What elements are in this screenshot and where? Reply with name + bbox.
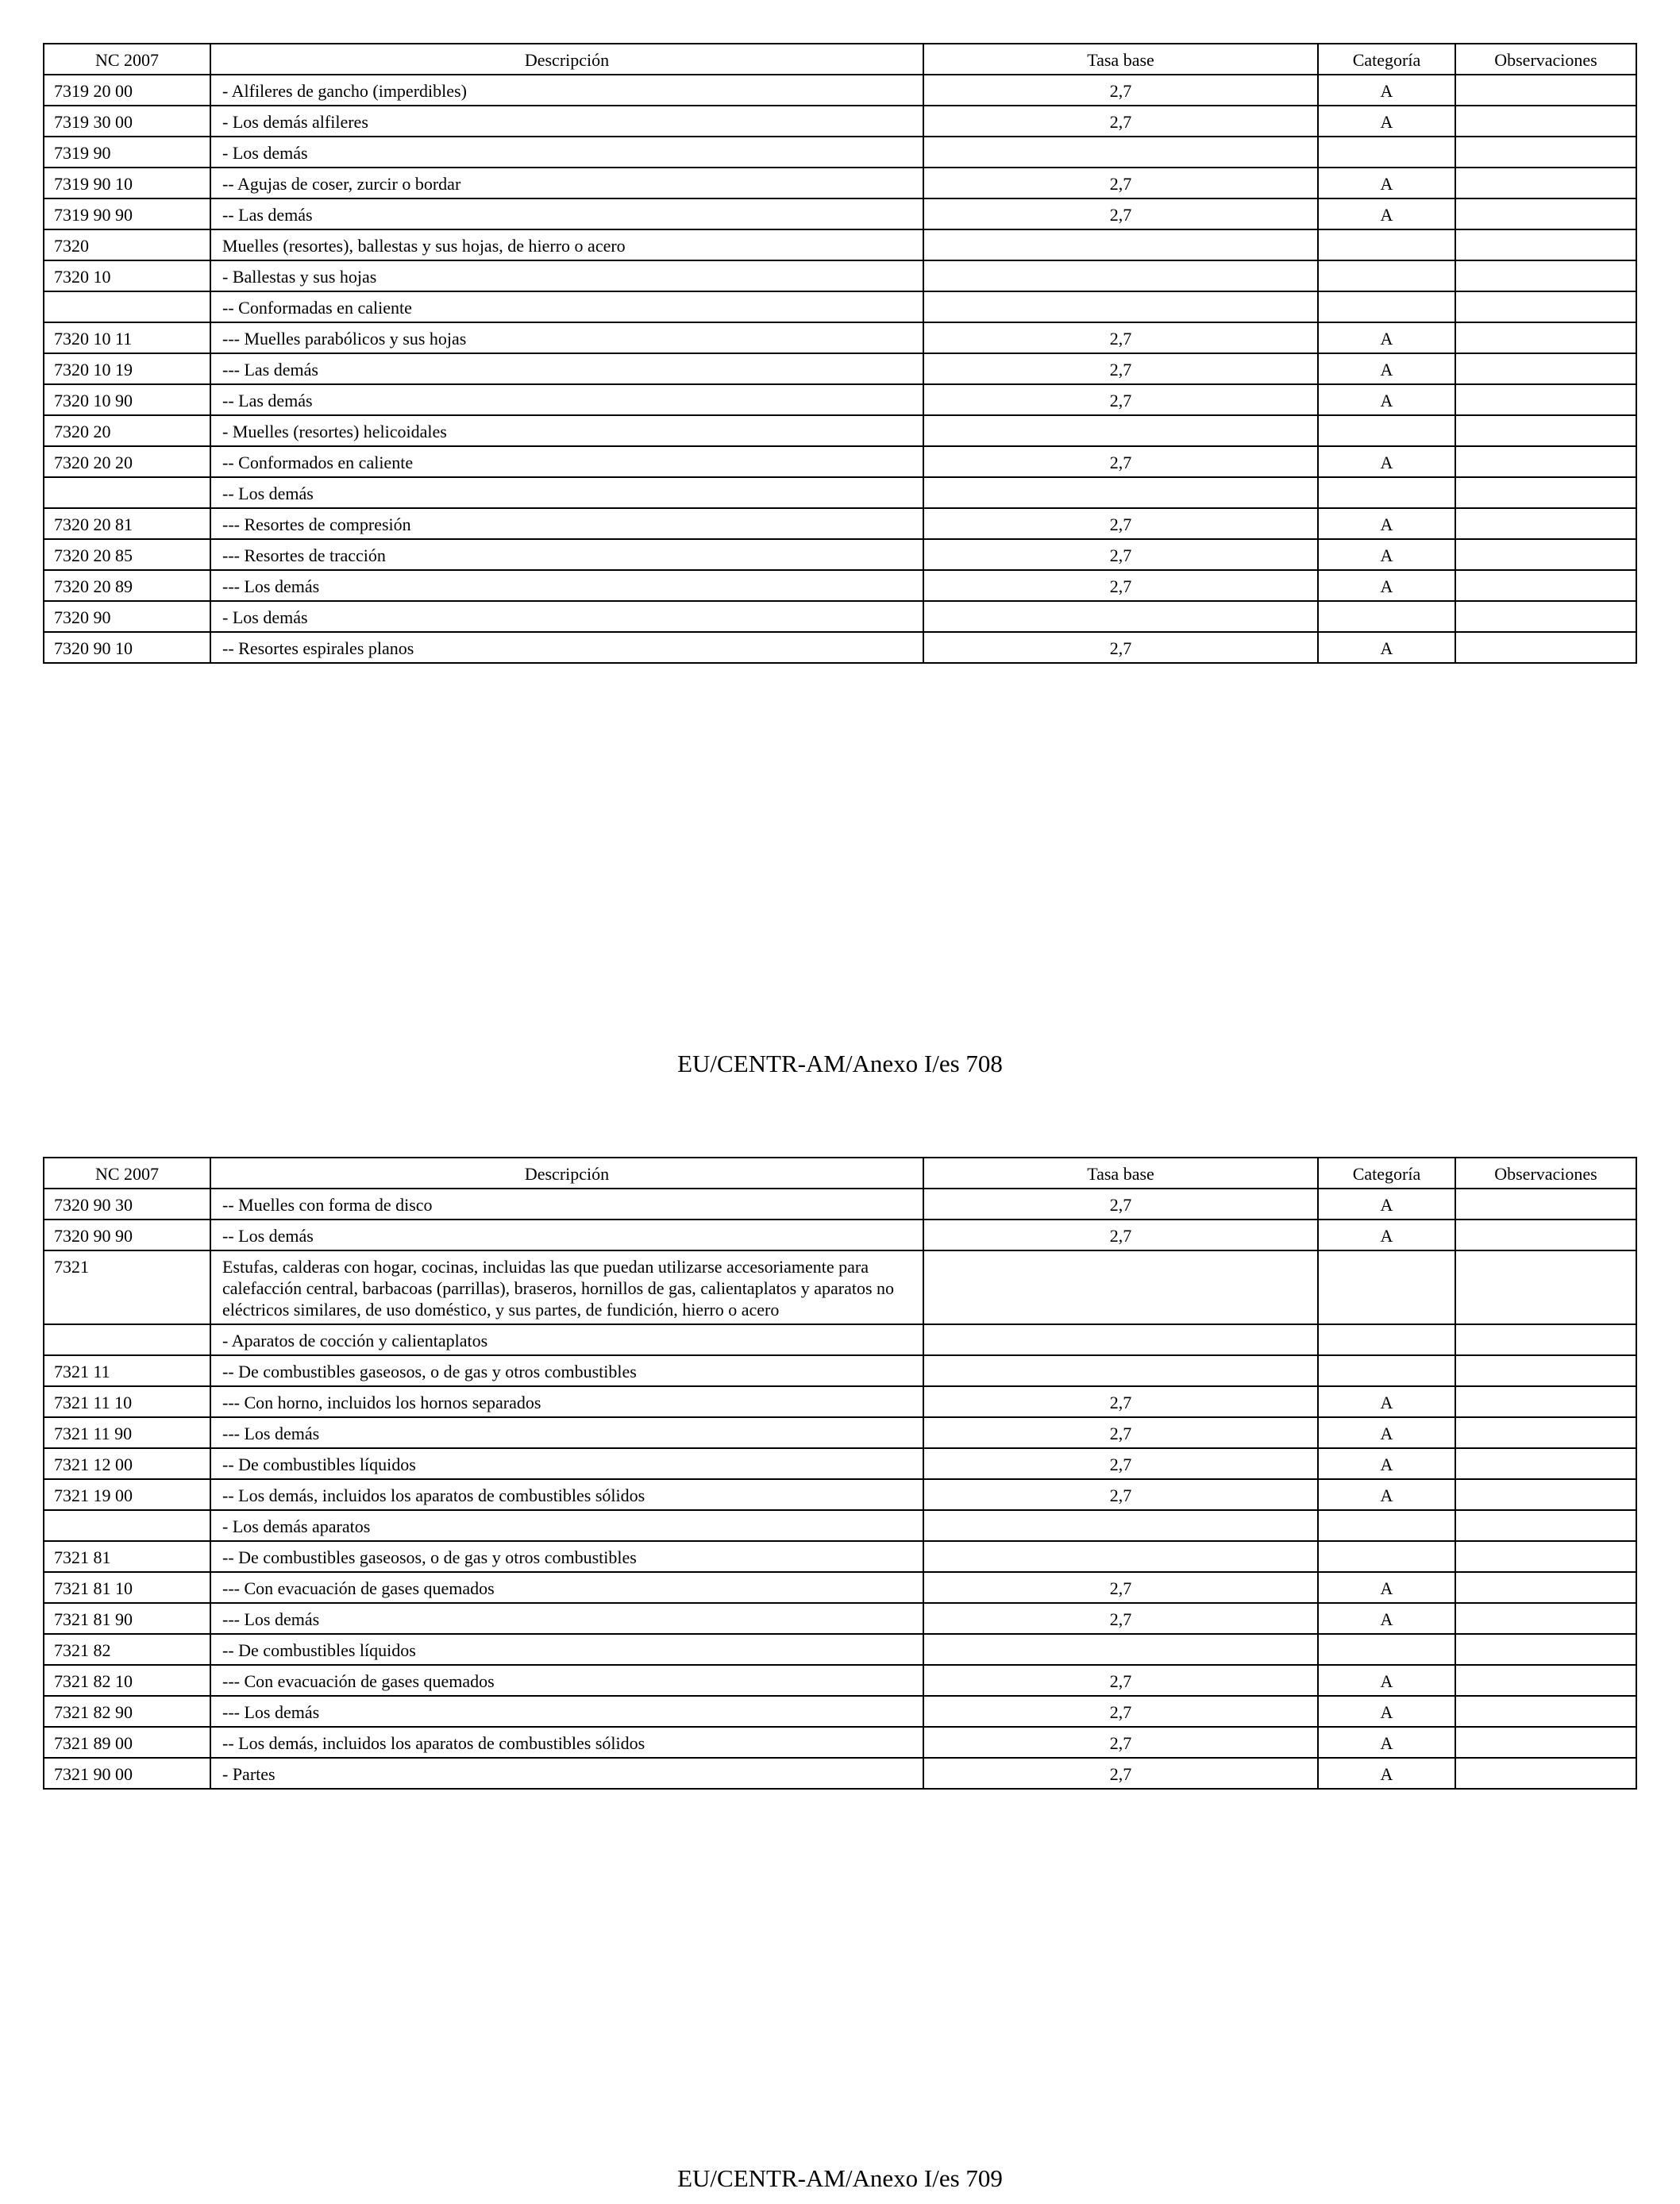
cell-description: - Aparatos de cocción y calientaplatos [210,1324,923,1355]
cell-category: A [1318,1758,1455,1789]
cell-description: --- Los demás [210,1696,923,1727]
table-row [44,1541,1636,1572]
cell-code: 7319 90 90 [44,198,210,229]
header-nc-2007: NC 2007 [44,44,210,75]
header-nc-2007: NC 2007 [44,1158,210,1189]
cell-category: A [1318,570,1455,601]
cell-observations [1455,168,1636,198]
cell-observations [1455,1324,1636,1355]
cell-category [1318,1355,1455,1386]
cell-description: -- Las demás [210,384,923,415]
cell-description: -- De combustibles líquidos [210,1448,923,1479]
cell-rate: 2,7 [923,106,1318,137]
cell-description: --- Los demás [210,1603,923,1634]
cell-description: --- Los demás [210,1417,923,1448]
cell-category: A [1318,1727,1455,1758]
cell-category: A [1318,1386,1455,1417]
cell-code: 7320 10 [44,260,210,291]
tariff-table [43,43,1637,664]
cell-rate [923,1324,1318,1355]
cell-code: 7320 90 30 [44,1189,210,1220]
table-row [44,198,1636,229]
cell-category: A [1318,632,1455,663]
cell-rate: 2,7 [923,446,1318,477]
table-row [44,477,1636,508]
cell-category: A [1318,168,1455,198]
table-row [44,601,1636,632]
cell-code: 7321 [44,1250,210,1324]
cell-category: A [1318,1572,1455,1603]
cell-code: 7321 82 10 [44,1665,210,1696]
cell-description: -- Las demás [210,198,923,229]
cell-category [1318,229,1455,260]
cell-description: Muelles (resortes), ballestas y sus hojas, de hierro o acero [210,229,923,260]
table-row [44,353,1636,384]
cell-observations [1455,1696,1636,1727]
cell-category: A [1318,106,1455,137]
cell-code: 7320 10 11 [44,322,210,353]
cell-observations [1455,137,1636,168]
cell-rate: 2,7 [923,1696,1318,1727]
cell-observations [1455,384,1636,415]
cell-rate [923,1355,1318,1386]
cell-code: 7321 90 00 [44,1758,210,1789]
cell-code [44,1510,210,1541]
table-row [44,1603,1636,1634]
cell-description: -- Los demás [210,1220,923,1250]
table-row [44,539,1636,570]
cell-rate: 2,7 [923,1665,1318,1696]
table-row [44,322,1636,353]
cell-description: - Los demás aparatos [210,1510,923,1541]
table-header-row [44,1158,1636,1189]
cell-code: 7321 81 [44,1541,210,1572]
cell-observations [1455,1250,1636,1324]
cell-rate: 2,7 [923,1220,1318,1250]
cell-category: A [1318,1665,1455,1696]
header-observaciones: Observaciones [1455,1158,1636,1189]
cell-rate: 2,7 [923,75,1318,106]
cell-description: -- Los demás, incluidos los aparatos de combustibles sólidos [210,1479,923,1510]
cell-code [44,477,210,508]
cell-description: -- De combustibles gaseosos, o de gas y otros combustibles [210,1541,923,1572]
cell-description: --- Muelles parabólicos y sus hojas [210,322,923,353]
cell-rate: 2,7 [923,1448,1318,1479]
cell-description: - Los demás alfileres [210,106,923,137]
cell-code: 7321 81 10 [44,1572,210,1603]
cell-category [1318,477,1455,508]
cell-observations [1455,198,1636,229]
cell-observations [1455,1189,1636,1220]
header-categoria: Categoría [1318,1158,1455,1189]
cell-rate [923,260,1318,291]
table-row [44,1448,1636,1479]
cell-observations [1455,415,1636,446]
table-row [44,229,1636,260]
cell-observations [1455,1355,1636,1386]
table-row [44,168,1636,198]
cell-observations [1455,1448,1636,1479]
cell-category: A [1318,1417,1455,1448]
table-row [44,570,1636,601]
cell-rate: 2,7 [923,198,1318,229]
table-row [44,1386,1636,1417]
cell-rate [923,291,1318,322]
cell-description: -- Los demás [210,477,923,508]
cell-category: A [1318,322,1455,353]
cell-category: A [1318,1189,1455,1220]
table-row [44,1696,1636,1727]
cell-code: 7320 20 85 [44,539,210,570]
cell-code: 7321 19 00 [44,1479,210,1510]
table-row [44,384,1636,415]
cell-observations [1455,75,1636,106]
cell-rate: 2,7 [923,353,1318,384]
cell-rate: 2,7 [923,1189,1318,1220]
table-body [44,75,1636,663]
cell-rate [923,137,1318,168]
cell-description: -- Agujas de coser, zurcir o bordar [210,168,923,198]
cell-rate [923,1250,1318,1324]
cell-observations [1455,477,1636,508]
cell-description: -- Conformados en caliente [210,446,923,477]
cell-rate: 2,7 [923,508,1318,539]
cell-description: -- Resortes espirales planos [210,632,923,663]
table-row [44,1324,1636,1355]
cell-code: 7321 82 [44,1634,210,1665]
table-row [44,415,1636,446]
table-row [44,1634,1636,1665]
cell-category: A [1318,1448,1455,1479]
cell-observations [1455,1479,1636,1510]
cell-category: A [1318,508,1455,539]
tariff-table [43,1157,1637,1790]
cell-code: 7320 20 81 [44,508,210,539]
cell-code: 7321 89 00 [44,1727,210,1758]
cell-category [1318,1541,1455,1572]
cell-code: 7321 11 90 [44,1417,210,1448]
cell-observations [1455,632,1636,663]
cell-observations [1455,291,1636,322]
cell-observations [1455,106,1636,137]
cell-category [1318,415,1455,446]
table-row [44,260,1636,291]
cell-description: - Muelles (resortes) helicoidales [210,415,923,446]
cell-rate: 2,7 [923,322,1318,353]
cell-code: 7320 90 90 [44,1220,210,1250]
cell-category [1318,1634,1455,1665]
table-row [44,1727,1636,1758]
cell-rate [923,229,1318,260]
table-row [44,1189,1636,1220]
cell-code: 7320 90 [44,601,210,632]
cell-observations [1455,1386,1636,1417]
cell-rate: 2,7 [923,1603,1318,1634]
cell-rate: 2,7 [923,1386,1318,1417]
table-body [44,1189,1636,1789]
cell-category: A [1318,1603,1455,1634]
cell-code: 7320 [44,229,210,260]
cell-observations [1455,1665,1636,1696]
header-descripcion: Descripción [210,1158,923,1189]
table-row [44,446,1636,477]
cell-rate: 2,7 [923,632,1318,663]
cell-description: --- Con horno, incluidos los hornos separados [210,1386,923,1417]
cell-observations [1455,601,1636,632]
cell-category [1318,291,1455,322]
cell-observations [1455,446,1636,477]
cell-code: 7321 81 90 [44,1603,210,1634]
cell-description: --- Resortes de compresión [210,508,923,539]
table-row [44,1572,1636,1603]
cell-observations [1455,1220,1636,1250]
cell-code: 7319 20 00 [44,75,210,106]
cell-description: -- De combustibles líquidos [210,1634,923,1665]
cell-code [44,1324,210,1355]
table-row [44,1355,1636,1386]
table-header-row [44,44,1636,75]
table-row [44,1665,1636,1696]
cell-description: --- Resortes de tracción [210,539,923,570]
cell-category: A [1318,75,1455,106]
cell-category [1318,1510,1455,1541]
header-observaciones: Observaciones [1455,44,1636,75]
cell-observations [1455,508,1636,539]
cell-code: 7319 90 [44,137,210,168]
table-row [44,137,1636,168]
cell-rate: 2,7 [923,1727,1318,1758]
cell-code: 7319 30 00 [44,106,210,137]
cell-category: A [1318,1220,1455,1250]
cell-observations [1455,570,1636,601]
cell-observations [1455,1603,1636,1634]
table-row [44,75,1636,106]
cell-code: 7320 20 [44,415,210,446]
cell-rate [923,601,1318,632]
cell-code: 7320 20 20 [44,446,210,477]
cell-rate: 2,7 [923,168,1318,198]
page-footer: EU/CENTR-AM/Anexo I/es 709 [677,2164,1003,2192]
cell-code: 7321 11 10 [44,1386,210,1417]
cell-rate [923,477,1318,508]
table-row [44,1479,1636,1510]
table-row [44,632,1636,663]
header-categoria: Categoría [1318,44,1455,75]
cell-category [1318,1324,1455,1355]
cell-rate [923,1634,1318,1665]
cell-code: 7320 90 10 [44,632,210,663]
cell-observations [1455,1758,1636,1789]
header-tasa-base: Tasa base [923,44,1318,75]
header-descripcion: Descripción [210,44,923,75]
table-row [44,1250,1636,1324]
cell-description: - Los demás [210,137,923,168]
cell-category [1318,137,1455,168]
cell-category: A [1318,1696,1455,1727]
table-row [44,106,1636,137]
cell-category: A [1318,353,1455,384]
cell-category: A [1318,539,1455,570]
table-row [44,508,1636,539]
cell-code: 7319 90 10 [44,168,210,198]
cell-code [44,291,210,322]
table-row [44,291,1636,322]
page-section-708 [43,43,1636,664]
cell-description: --- Con evacuación de gases quemados [210,1572,923,1603]
table-row [44,1417,1636,1448]
cell-code: 7320 10 90 [44,384,210,415]
cell-observations [1455,539,1636,570]
cell-description: - Los demás [210,601,923,632]
cell-category [1318,601,1455,632]
cell-category: A [1318,198,1455,229]
cell-rate: 2,7 [923,1572,1318,1603]
cell-description: - Ballestas y sus hojas [210,260,923,291]
cell-category: A [1318,446,1455,477]
cell-description: -- Los demás, incluidos los aparatos de combustibles sólidos [210,1727,923,1758]
header-tasa-base: Tasa base [923,1158,1318,1189]
cell-observations [1455,353,1636,384]
cell-observations [1455,1572,1636,1603]
table-row [44,1510,1636,1541]
cell-rate: 2,7 [923,1479,1318,1510]
cell-description: -- Muelles con forma de disco [210,1189,923,1220]
cell-observations [1455,1634,1636,1665]
cell-description: - Alfileres de gancho (imperdibles) [210,75,923,106]
table-row [44,1758,1636,1789]
table-row [44,1220,1636,1250]
cell-observations [1455,1727,1636,1758]
cell-rate: 2,7 [923,384,1318,415]
cell-code: 7320 20 89 [44,570,210,601]
cell-description: Estufas, calderas con hogar, cocinas, incluidas las que puedan utilizarse accesoriamente para calefacción central, barbacoas (parrillas), braseros, hornillos de gas, calientaplatos y aparatos no eléctricos similares, de uso doméstico, y sus partes, de fundición, hierro o acero [210,1250,923,1324]
cell-observations [1455,1417,1636,1448]
cell-description: -- Conformadas en caliente [210,291,923,322]
cell-code: 7320 10 19 [44,353,210,384]
page-footer: EU/CENTR-AM/Anexo I/es 708 [677,1050,1003,1077]
cell-observations [1455,260,1636,291]
cell-observations [1455,229,1636,260]
cell-rate [923,415,1318,446]
cell-code: 7321 12 00 [44,1448,210,1479]
cell-rate [923,1510,1318,1541]
cell-description: --- Las demás [210,353,923,384]
cell-rate: 2,7 [923,1758,1318,1789]
cell-category [1318,260,1455,291]
cell-category: A [1318,1479,1455,1510]
page-section-709 [43,1157,1636,1790]
cell-rate: 2,7 [923,539,1318,570]
cell-description: --- Los demás [210,570,923,601]
cell-observations [1455,322,1636,353]
cell-description: --- Con evacuación de gases quemados [210,1665,923,1696]
cell-rate: 2,7 [923,570,1318,601]
cell-code: 7321 11 [44,1355,210,1386]
cell-observations [1455,1541,1636,1572]
cell-rate [923,1541,1318,1572]
cell-category [1318,1250,1455,1324]
cell-code: 7321 82 90 [44,1696,210,1727]
cell-category: A [1318,384,1455,415]
cell-description: - Partes [210,1758,923,1789]
cell-description: -- De combustibles gaseosos, o de gas y otros combustibles [210,1355,923,1386]
cell-rate: 2,7 [923,1417,1318,1448]
cell-observations [1455,1510,1636,1541]
